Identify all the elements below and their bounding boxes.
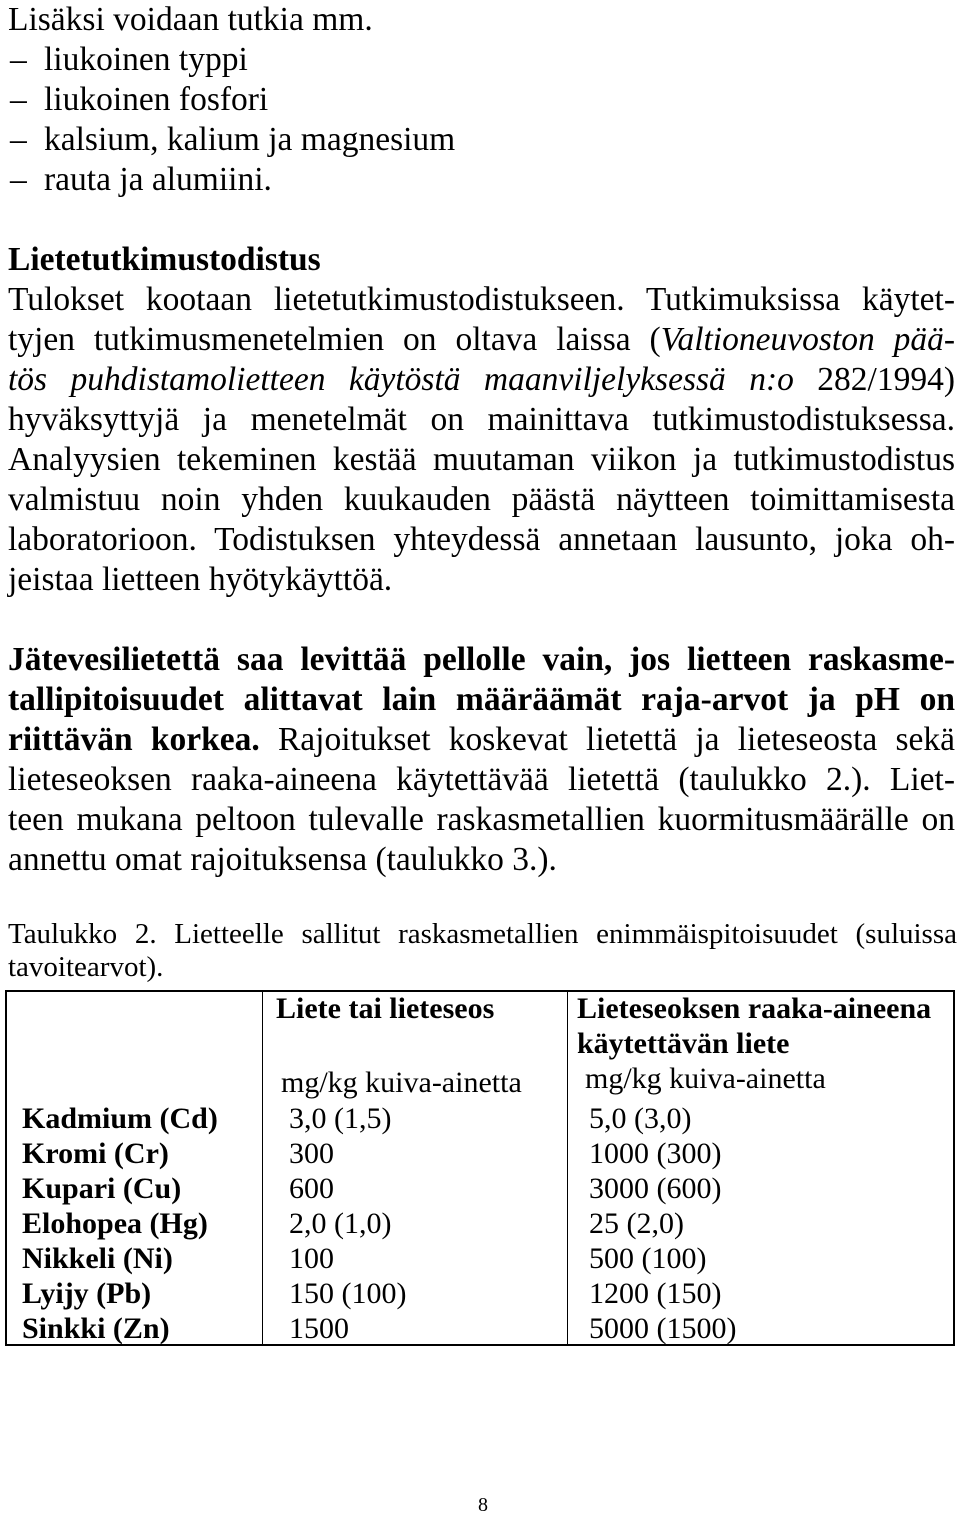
paragraph-line: Jätevesilietettä saa levittää pellolle vain, jos lietteen raskasme- <box>8 641 955 678</box>
sludge-limit-cell: 300 <box>289 1136 334 1170</box>
table-row <box>7 1311 953 1346</box>
metal-cell: Kupari (Cu) <box>22 1171 182 1205</box>
table-row <box>7 1241 953 1276</box>
list-item <box>8 40 955 80</box>
raw-material-limit-cell: 25 (2,0) <box>589 1206 684 1240</box>
table-row <box>7 1206 953 1241</box>
paragraph-1 <box>8 280 955 600</box>
col3-header-line1: Lieteseoksen raaka-aineena <box>577 992 932 1025</box>
page-number: 8 <box>478 1494 488 1516</box>
list-item-text: rauta ja alumiini. <box>44 161 272 198</box>
table-row <box>7 1276 953 1311</box>
metal-cell: Kadmium (Cd) <box>22 1101 218 1135</box>
metal-cell: Elohopea (Hg) <box>22 1206 208 1240</box>
paragraph-line: tallipitoisuudet alittavat lain määräämät raja-arvot ja pH on <box>8 681 955 718</box>
paragraph-text-italic: Valtioneuvoston pää- <box>660 321 955 358</box>
caption-line: Taulukko 2. Lietteelle sallitut raskasmetallien enimmäispitoisuudet (suluissa <box>8 918 957 950</box>
raw-material-limit-cell: 1000 (300) <box>589 1136 722 1170</box>
paragraph-text-regular: Rajoitukset koskevat lietettä ja lieteseosta sekä <box>259 721 955 758</box>
col3-header-line2: käytettävän liete <box>577 1026 790 1060</box>
paragraph-line <box>8 360 955 400</box>
list-dash-marker: – <box>10 41 27 78</box>
col2-unit: mg/kg kuiva-ainetta <box>281 1065 522 1099</box>
sludge-limit-cell: 600 <box>289 1171 334 1205</box>
paragraph-text-regular: 282/1994) <box>793 361 956 398</box>
metal-cell: Sinkki (Zn) <box>22 1311 170 1345</box>
table-row <box>7 1136 953 1171</box>
paragraph-line: hyväksyttyjä ja menetelmät on mainittava tutkimustodistuksessa. <box>8 401 955 438</box>
col3-unit: mg/kg kuiva-ainetta <box>585 1061 826 1095</box>
list-item <box>8 80 955 120</box>
table-row <box>7 1101 953 1136</box>
list-dash-marker: – <box>10 161 27 198</box>
paragraph-line: teen mukana peltoon tulevalle raskasmetallien kuormitusmäärälle on <box>8 801 955 838</box>
paragraph-line: laboratorioon. Todistuksen yhteydessä annetaan lausunto, joka oh- <box>8 521 955 558</box>
sludge-limit-cell: 150 (100) <box>289 1276 407 1310</box>
paragraph-text-italic: tös puhdistamolietteen käytöstä maanviljelyksessä n:o <box>8 361 794 398</box>
section-heading: Lietetutkimustodistus <box>8 241 321 278</box>
sludge-limit-cell: 100 <box>289 1241 334 1275</box>
paragraph-line <box>8 320 955 360</box>
paragraph-text-bold: riittävän korkea. <box>8 721 260 758</box>
paragraph-line: annettu omat rajoituksensa (taulukko 3.). <box>8 841 557 878</box>
sludge-limit-cell: 3,0 (1,5) <box>289 1101 392 1135</box>
paragraph-line: Analyysien tekeminen kestää muutaman viikon ja tutkimustodistus <box>8 441 955 478</box>
table-caption <box>8 918 957 984</box>
table-body <box>7 1101 953 1346</box>
analysis-list <box>8 40 955 200</box>
intro-text: Lisäksi voidaan tutkia mm. <box>8 1 373 38</box>
paragraph-line <box>8 720 955 760</box>
intro-block <box>8 0 955 40</box>
paragraph-line: Tulokset kootaan lietetutkimustodistukseen. Tutkimuksissa käytet- <box>8 281 955 318</box>
caption-line: tavoitearvot). <box>8 951 164 983</box>
sludge-limit-cell: 1500 <box>289 1311 349 1345</box>
list-item-text: liukoinen fosfori <box>44 81 269 118</box>
list-item-text: kalsium, kalium ja magnesium <box>44 121 456 158</box>
raw-material-limit-cell: 5000 (1500) <box>589 1311 737 1345</box>
list-dash-marker: – <box>10 81 27 118</box>
list-item <box>8 160 955 200</box>
raw-material-limit-cell: 5,0 (3,0) <box>589 1101 692 1135</box>
paragraph-text-regular: tyjen tutkimusmenetelmien on oltava laissa ( <box>8 321 661 358</box>
section-heading-block <box>8 240 955 280</box>
list-item-text: liukoinen typpi <box>44 41 248 78</box>
metal-cell: Lyijy (Pb) <box>22 1276 152 1310</box>
metal-cell: Nikkeli (Ni) <box>22 1241 173 1275</box>
col2-header: Liete tai lieteseos <box>276 992 495 1025</box>
table-row <box>7 1171 953 1206</box>
paragraph-line: jeistaa lietteen hyötykäyttöä. <box>8 561 393 598</box>
paragraph-line: lieteseoksen raaka-aineena käytettävää lietettä (taulukko 2.). Liet- <box>8 761 955 798</box>
paragraph-line: valmistuu noin yhden kuukauden päästä näytteen toimittamisesta <box>8 481 955 518</box>
sludge-limit-cell: 2,0 (1,0) <box>289 1206 392 1240</box>
raw-material-limit-cell: 1200 (150) <box>589 1276 722 1310</box>
metal-cell: Kromi (Cr) <box>22 1136 169 1170</box>
list-item <box>8 120 955 160</box>
limits-table <box>5 990 955 1346</box>
raw-material-limit-cell: 500 (100) <box>589 1241 707 1275</box>
list-dash-marker: – <box>10 121 27 158</box>
paragraph-2 <box>8 640 955 880</box>
raw-material-limit-cell: 3000 (600) <box>589 1171 722 1205</box>
